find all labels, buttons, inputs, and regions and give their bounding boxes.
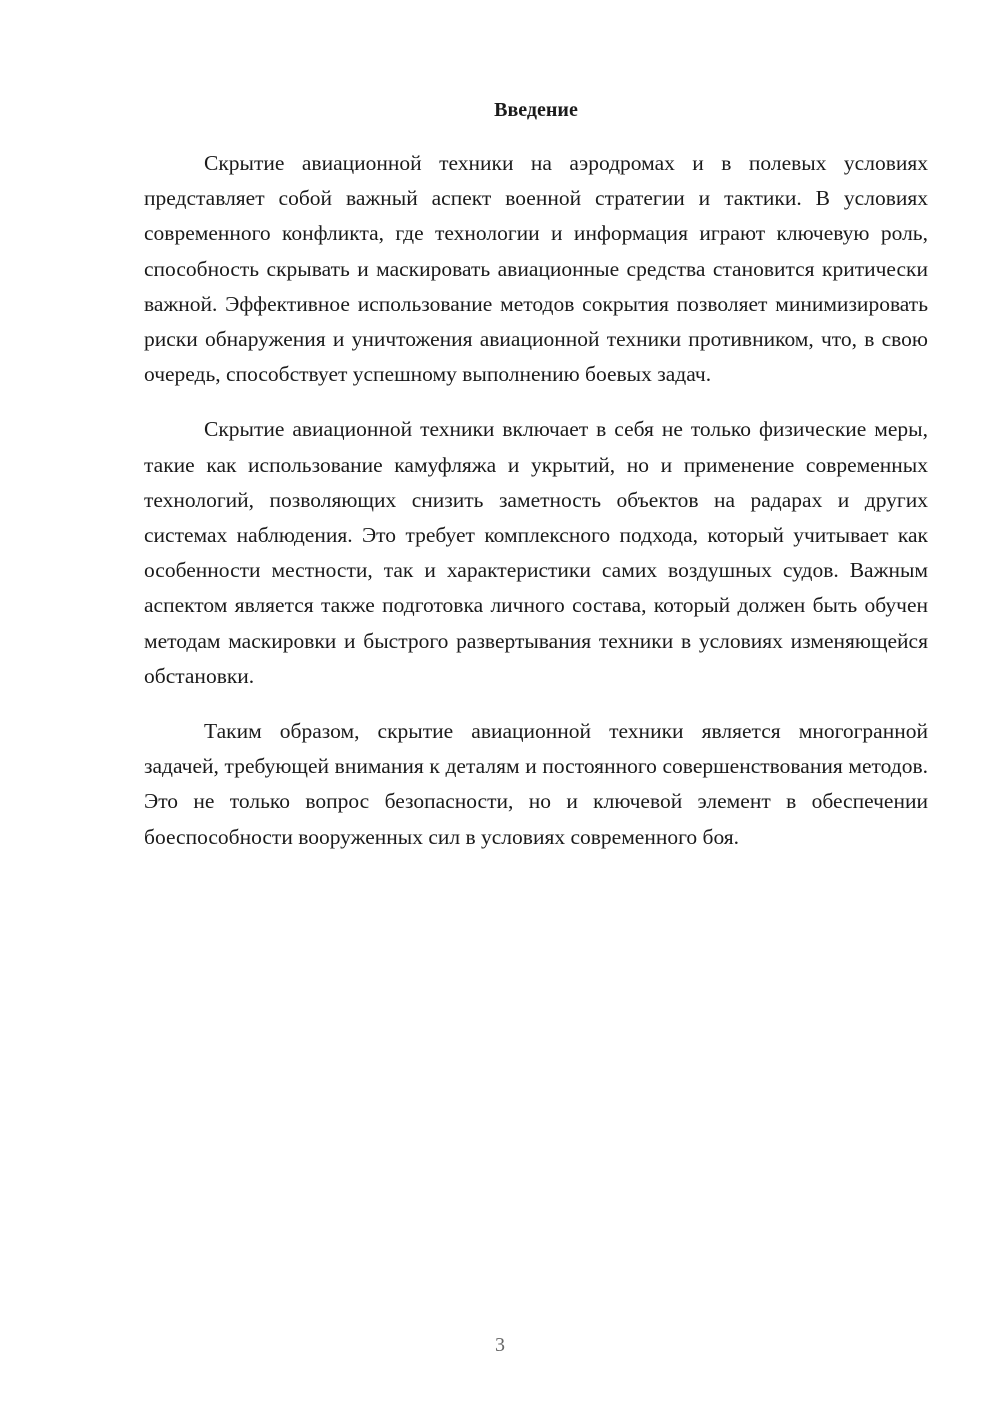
document-body bbox=[144, 96, 928, 875]
section-heading: Введение bbox=[494, 99, 578, 121]
paragraph-1: Скрытие авиационной техники на аэродромах и в полевых условиях представляет собой важный аспект военной стратегии и тактики. В условиях современного конфликта, где технологии и информация играют ключевую роль, способность скрывать и маскировать авиационные средства становится критически важной. Эффективное использование методов сокрытия позволяет минимизировать риски обнаружения и уничтожения авиационной техники противником, что, в свою очередь, способствует успешному выполнению боевых задач. bbox=[144, 151, 928, 387]
page-number: 3 bbox=[495, 1334, 505, 1356]
paragraph-3: Таким образом, скрытие авиационной техники является многогранной задачей, требующей внимания к деталям и постоянного совершенствования методов. Это не только вопрос безопасности, но и ключевой элемент в обеспечении боеспособности вооруженных сил в условиях современного боя. bbox=[144, 719, 928, 849]
paragraph-2: Скрытие авиационной техники включает в себя не только физические меры, такие как использование камуфляжа и укрытий, но и применение современных технологий, позволяющих снизить заметность объектов на радарах и других системах наблюдения. Это требует комплексного подхода, который учитывает как особенности местности, так и характеристики самих воздушных судов. Важным аспектом является также подготовка личного состава, который должен быть обучен методам маскировки и быстрого развертывания техники в условиях изменяющейся обстановки. bbox=[144, 417, 928, 688]
